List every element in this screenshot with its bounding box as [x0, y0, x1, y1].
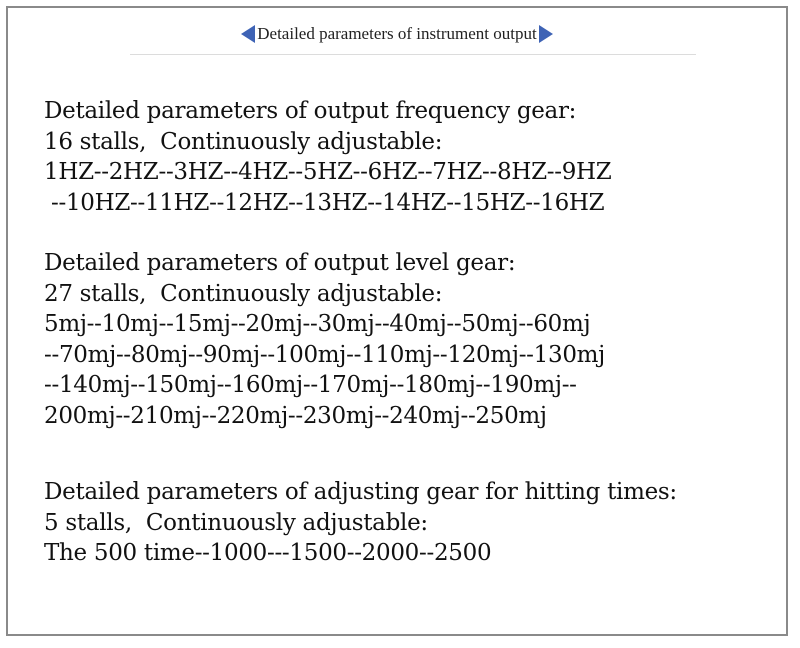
hitting-heading: Detailed parameters of adjusting gear for hitting times:	[44, 479, 677, 505]
triangle-right-icon	[539, 25, 553, 43]
level-values-line-4: 200mj--210mj--220mj--230mj--240mj--250mj	[44, 402, 547, 429]
triangle-left-icon	[241, 25, 255, 43]
level-values-line-3: --140mj--150mj--160mj--170mj--180mj--190mj--	[44, 372, 577, 398]
frequency-section	[44, 96, 784, 218]
level-values-line-1: 5mj--10mj--15mj--20mj--30mj--40mj--50mj--60mj	[44, 311, 591, 337]
frequency-values-line-2: --10HZ--11HZ--12HZ--13HZ--14HZ--15HZ--16HZ	[44, 189, 605, 216]
level-section	[44, 248, 784, 431]
level-summary: 27 stalls, Continuously adjustable:	[44, 280, 443, 307]
header	[8, 18, 786, 50]
header-divider	[130, 54, 696, 55]
level-heading: Detailed parameters of output level gear:	[44, 250, 516, 276]
level-values-line-2: --70mj--80mj--90mj--100mj--110mj--120mj--130mj	[44, 341, 605, 368]
parameters-content	[44, 96, 784, 569]
hitting-times-section	[44, 477, 784, 569]
frequency-values-line-1: 1HZ--2HZ--3HZ--4HZ--5HZ--6HZ--7HZ--8HZ--9HZ	[44, 159, 612, 185]
content-frame	[6, 6, 788, 636]
frequency-summary: 16 stalls, Continuously adjustable:	[44, 128, 443, 155]
hitting-values-line-1: The 500 time--1000---1500--2000--2500	[44, 540, 492, 566]
hitting-summary: 5 stalls, Continuously adjustable:	[44, 509, 428, 536]
frequency-heading: Detailed parameters of output frequency gear:	[44, 98, 577, 124]
header-title: Detailed parameters of instrument output	[257, 24, 537, 43]
